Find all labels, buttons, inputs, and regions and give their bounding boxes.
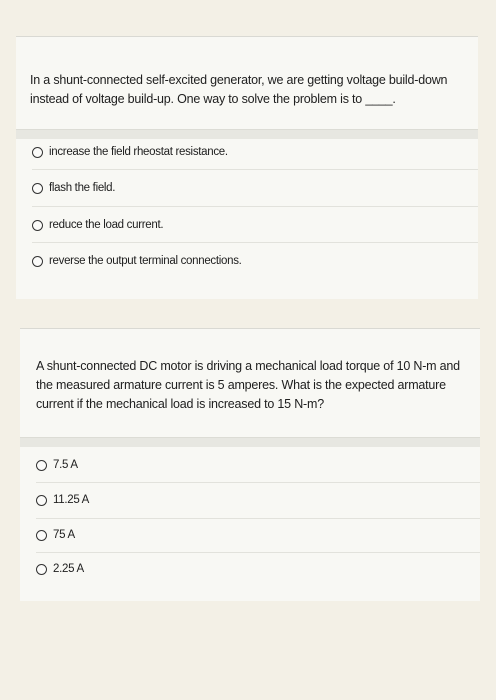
radio-button-icon[interactable] xyxy=(32,256,43,267)
option-label: 2.25 A xyxy=(53,563,84,575)
divider xyxy=(36,482,480,483)
option-1-a[interactable] xyxy=(32,146,228,158)
question-1-text: In a shunt-connected self-excited generator, we are getting voltage build-down instead of voltage build-up. One way to solve the problem is to ____. xyxy=(30,73,448,106)
option-label: reduce the load current. xyxy=(49,219,164,231)
option-2-d[interactable] xyxy=(36,563,84,575)
divider xyxy=(36,518,480,519)
option-label: 75 A xyxy=(53,529,75,541)
radio-button-icon[interactable] xyxy=(36,460,47,471)
option-label: increase the field rheostat resistance. xyxy=(49,146,228,158)
radio-button-icon[interactable] xyxy=(36,495,47,506)
option-2-c[interactable] xyxy=(36,529,75,541)
divider xyxy=(32,242,478,243)
separator xyxy=(20,437,480,447)
option-label: 11.25 A xyxy=(53,494,90,506)
option-2-a[interactable] xyxy=(36,459,78,471)
option-1-c[interactable] xyxy=(32,219,163,231)
separator xyxy=(16,129,478,139)
divider xyxy=(32,206,478,207)
radio-button-icon[interactable] xyxy=(32,183,43,194)
question-2-text: A shunt-connected DC motor is driving a mechanical load torque of 10 N-m and the measured armature current is 5 amperes. What is the expected armature current if the mechanical load is increased to 15 N-m? xyxy=(36,359,460,411)
divider xyxy=(36,552,480,553)
radio-button-icon[interactable] xyxy=(32,147,43,158)
radio-button-icon[interactable] xyxy=(32,220,43,231)
radio-button-icon[interactable] xyxy=(36,564,47,575)
option-label: 7.5 A xyxy=(53,459,78,471)
option-1-b[interactable] xyxy=(32,182,115,194)
question-card-2 xyxy=(20,328,480,601)
radio-button-icon[interactable] xyxy=(36,530,47,541)
option-label: reverse the output terminal connections. xyxy=(49,255,242,267)
divider xyxy=(32,169,478,170)
question-card-1 xyxy=(16,36,478,299)
option-2-b[interactable] xyxy=(36,494,89,506)
option-1-d[interactable] xyxy=(32,255,242,267)
option-label: flash the field. xyxy=(49,182,116,194)
